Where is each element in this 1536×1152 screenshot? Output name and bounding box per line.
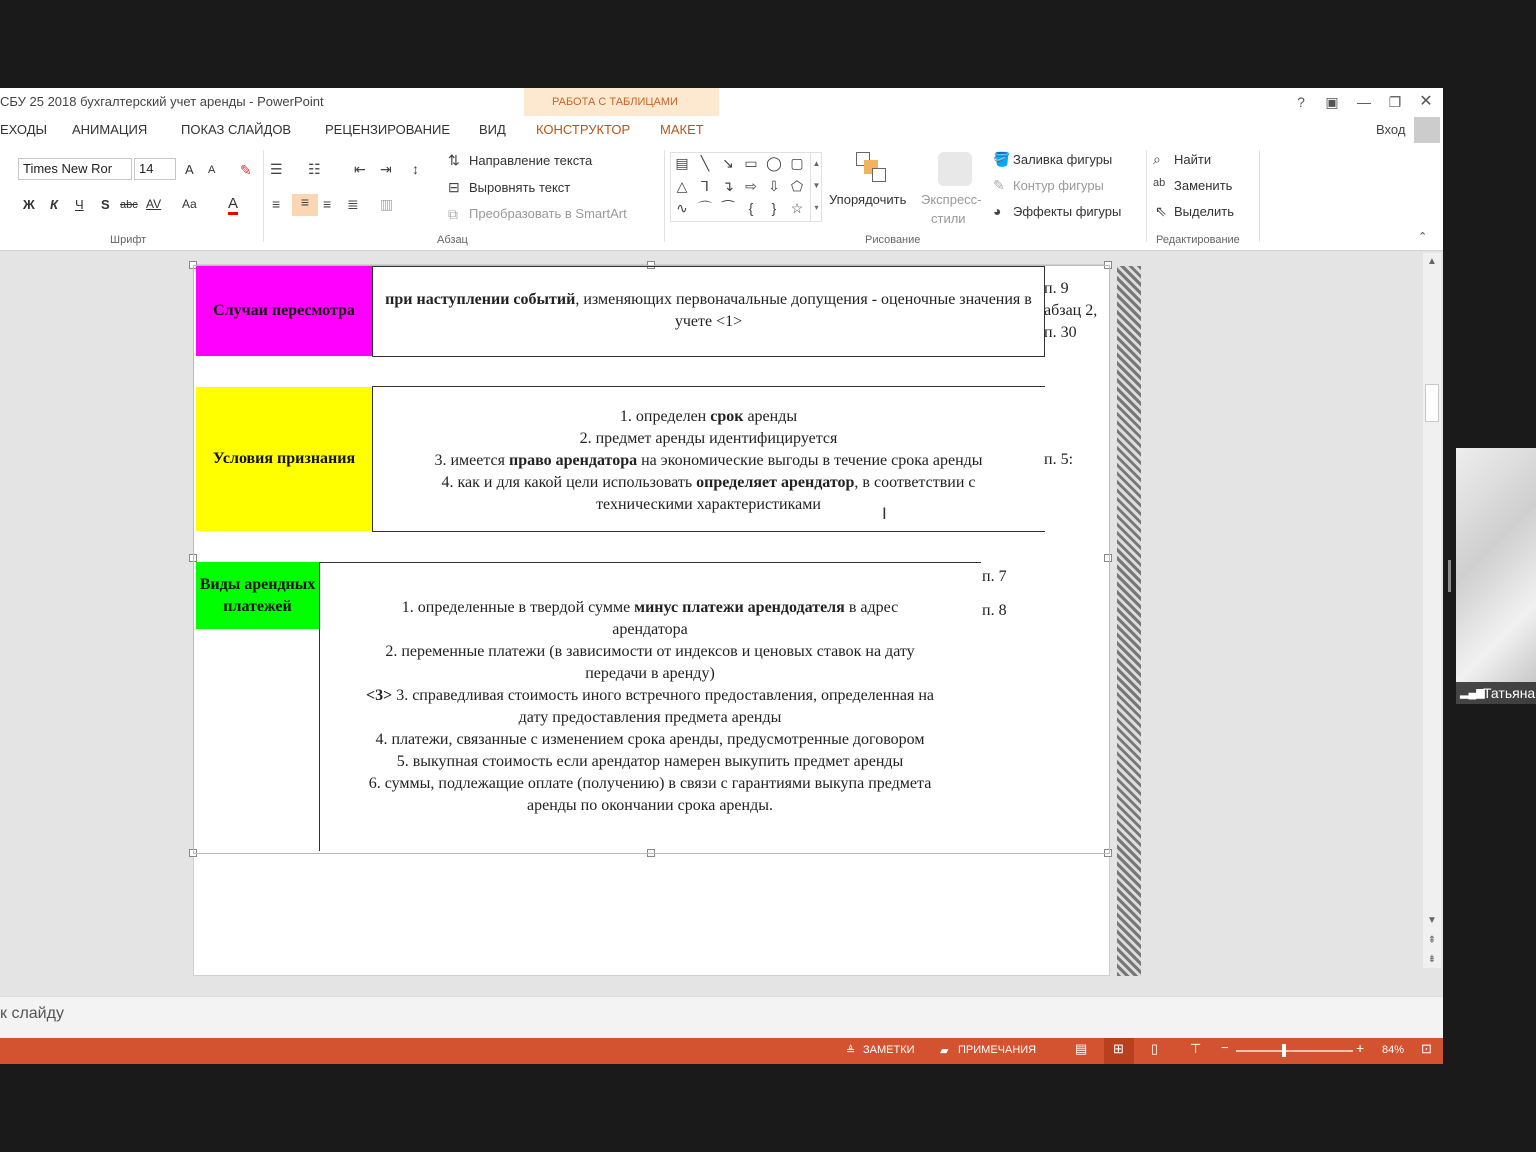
payments-line-1b: арендатора — [612, 621, 688, 638]
close-icon[interactable]: ✕ — [1419, 93, 1433, 110]
replace-icon[interactable]: ab — [1153, 177, 1166, 189]
payments-line-5: 5. выкупная стоимость если арендатор намерен выкупить предмет аренды — [396, 753, 904, 770]
line-spacing-icon[interactable]: ↕ — [412, 161, 419, 177]
row-header-revision-cases[interactable]: Случаи пересмотра — [196, 266, 372, 356]
arrange-button[interactable]: Упорядочить — [829, 192, 907, 207]
participant-name: Татьяна — [1483, 685, 1536, 701]
reading-view-icon[interactable]: ▯ — [1151, 1041, 1159, 1056]
align-left-icon[interactable]: ≡ — [272, 196, 281, 212]
comments-icon[interactable]: ▰ — [940, 1045, 949, 1057]
font-color-button[interactable]: A — [228, 195, 238, 215]
zoom-in-icon[interactable]: + — [1356, 1040, 1365, 1056]
triangle-shape-icon[interactable]: △ — [676, 178, 688, 194]
arc-shape-icon[interactable]: ⌒ — [698, 200, 712, 216]
help-button[interactable]: ? — [1297, 94, 1305, 110]
line-shape-icon[interactable]: ╲ — [700, 155, 710, 171]
ref-p7: п. 7 — [982, 568, 1007, 585]
clear-formatting-icon[interactable]: ✎ — [240, 162, 252, 178]
tab-review[interactable]: РЕЦЕНЗИРОВАНИЕ — [325, 122, 451, 137]
context-tab-group-label: РАБОТА С ТАБЛИЦАМИ — [552, 96, 678, 108]
bold-button[interactable]: Ж — [23, 197, 35, 212]
ref-p8: п. 8 — [982, 602, 1007, 619]
increase-indent-icon[interactable]: ⇥ — [380, 161, 392, 177]
zoom-out-icon[interactable]: − — [1221, 1040, 1229, 1055]
underline-button[interactable]: Ч — [75, 197, 84, 212]
align-right-icon[interactable]: ≡ — [323, 196, 332, 212]
payments-line-4: 4. платежи, связанные с изменением срока аренды, предусмотренные договором — [375, 731, 925, 748]
paragraph-group-label: Абзац — [437, 234, 468, 246]
row-header-payment-types[interactable]: Виды арендных платежей — [196, 562, 319, 629]
replace-button[interactable]: Заменить — [1174, 178, 1233, 193]
select-button[interactable]: Выделить — [1174, 204, 1234, 219]
group-divider — [1259, 150, 1260, 242]
zoom-slider[interactable] — [1236, 1050, 1353, 1052]
rectangle-shape-icon[interactable]: ▭ — [744, 155, 758, 171]
text-cursor-icon: I — [882, 504, 887, 523]
vertical-scrollbar[interactable] — [1423, 253, 1441, 968]
slide-sorter-icon[interactable]: ⊞ — [1113, 1041, 1124, 1056]
find-button[interactable]: Найти — [1174, 152, 1212, 167]
curve-shape-icon[interactable]: ⁀ — [722, 200, 734, 216]
next-slide-icon[interactable]: ⇟ — [1427, 954, 1437, 965]
binoculars-icon[interactable]: ⌕ — [1153, 151, 1161, 167]
align-center-icon[interactable]: ≡ — [292, 194, 318, 216]
font-size-combo[interactable]: 14 — [134, 158, 176, 180]
down-arrow-shape-icon[interactable]: ⇩ — [768, 178, 780, 194]
tab-design[interactable]: КОНСТРУКТОР — [536, 122, 631, 137]
payments-line-3: <3> 3. справедливая стоимость иного встречного предоставления, определенная на — [365, 687, 935, 704]
italic-button[interactable]: К — [50, 197, 58, 212]
group-divider — [263, 150, 264, 242]
align-text-icon[interactable]: ⊟ — [448, 179, 460, 195]
character-spacing-button[interactable]: AV — [146, 197, 162, 211]
text-direction-icon[interactable]: ⇅ — [448, 152, 460, 168]
numbering-icon[interactable]: ☷ — [308, 161, 321, 177]
previous-slide-icon[interactable]: ⇞ — [1427, 935, 1437, 946]
notes-toggle[interactable]: ЗАМЕТКИ — [863, 1044, 915, 1056]
zoom-level[interactable]: 84% — [1382, 1044, 1405, 1056]
textbox-shape-icon[interactable]: ▤ — [675, 155, 689, 171]
collapse-ribbon-icon[interactable]: ⌃ — [1418, 231, 1428, 243]
elbow-arrow-icon[interactable]: ↴ — [722, 178, 734, 194]
ref-p5: п. 5: — [1044, 451, 1074, 468]
shape-outline-button[interactable]: Контур фигуры — [1013, 178, 1104, 193]
drawing-group-label: Рисование — [865, 234, 921, 246]
freeform-shape-icon[interactable]: ⬠ — [790, 178, 804, 194]
elbow-connector-icon[interactable]: ⅂ — [701, 178, 709, 194]
arrow-line-shape-icon[interactable]: ↘ — [722, 155, 734, 171]
payments-line-1: 1. определенные в твердой сумме минус платежи арендодателя в адрес — [401, 599, 899, 616]
scroll-down-icon[interactable]: ▼ — [1427, 915, 1437, 926]
scribble-shape-icon[interactable]: ∿ — [676, 200, 688, 216]
ribbon-display-options-icon[interactable]: ▣ — [1325, 94, 1339, 110]
payments-line-2b: передачи в аренду) — [585, 665, 715, 682]
slide-decoration-strip — [1117, 266, 1141, 976]
align-text-button[interactable]: Выровнять текст — [469, 180, 571, 195]
recognition-line-5: техническими характеристиками — [596, 496, 821, 513]
recognition-line-3: 3. имеется право арендатора на экономические выгоды в течение срока аренды — [434, 452, 983, 469]
quick-styles-button-line2[interactable]: стили — [931, 211, 966, 226]
paint-bucket-icon[interactable]: 🪣 — [993, 151, 1011, 167]
convert-smartart-button[interactable]: Преобразовать в SmartArt — [469, 206, 627, 221]
powerpoint-window — [0, 88, 1443, 1064]
scroll-thumb[interactable] — [1425, 384, 1439, 422]
right-brace-icon[interactable]: } — [771, 200, 777, 216]
revision-body-text: при наступлении событий, изменяющих первоначальные допущения - оценочные значения в учете <1> — [385, 291, 1032, 330]
font-group-label: Шрифт — [110, 234, 147, 246]
notes-pane[interactable] — [0, 996, 1443, 1038]
text-direction-button[interactable]: Направление текста — [469, 153, 593, 168]
decrease-indent-icon[interactable]: ⇤ — [354, 161, 366, 177]
font-name-combo[interactable]: Times New Ror — [18, 158, 132, 180]
grow-font-button[interactable]: A — [185, 162, 194, 177]
scroll-up-icon[interactable]: ▲ — [1427, 256, 1437, 267]
tab-transitions[interactable]: ЕХОДЫ — [0, 122, 48, 137]
shape-effects-button[interactable]: Эффекты фигуры — [1013, 204, 1122, 219]
star-shape-icon[interactable]: ☆ — [790, 200, 804, 216]
group-divider — [664, 150, 665, 242]
window-title: СБУ 25 2018 бухгалтерский учет аренды - PowerPoint — [0, 94, 324, 109]
quick-styles-icon[interactable] — [938, 152, 972, 186]
zoom-slider-thumb[interactable] — [1282, 1044, 1286, 1057]
bullets-icon[interactable]: ☰ — [270, 161, 283, 177]
fit-to-window-icon[interactable]: ⊡ — [1421, 1041, 1432, 1056]
recognition-line-1: 1. определен срок аренды — [619, 408, 798, 425]
pencil-icon[interactable]: ✎ — [993, 177, 1005, 193]
video-thumbnail[interactable] — [1456, 448, 1536, 704]
normal-view-icon[interactable]: ▤ — [1075, 1041, 1088, 1056]
notes-placeholder[interactable]: к слайду — [0, 1005, 64, 1022]
payments-line-6: 6. суммы, подлежащие оплате (получению) в связи с гарантиями выкупа предмета — [368, 775, 932, 792]
recognition-line-2: 2. предмет аренды идентифицируется — [579, 430, 838, 447]
panel-resize-handle[interactable] — [1448, 560, 1451, 592]
payments-line-2: 2. переменные платежи (в зависимости от индексов и ценовых ставок на дату — [385, 643, 915, 660]
tab-view[interactable]: ВИД — [479, 122, 506, 137]
sign-in-link[interactable]: Вход — [1376, 122, 1406, 137]
recognition-line-4: 4. как и для какой цели использовать определяет арендатор, в соответствии с — [441, 474, 976, 491]
comments-toggle[interactable]: ПРИМЕЧАНИЯ — [958, 1044, 1037, 1056]
group-divider — [1146, 150, 1147, 242]
ref-p30: п. 30 — [1044, 324, 1077, 341]
avatar[interactable] — [1414, 117, 1440, 143]
right-arrow-shape-icon[interactable]: ⇨ — [745, 178, 757, 194]
minimize-icon[interactable]: — — [1357, 94, 1371, 110]
ref-para2: абзац 2, — [1044, 302, 1098, 319]
shrink-font-button[interactable]: A — [208, 164, 216, 176]
editing-group-label: Редактирование — [1156, 234, 1240, 246]
signal-strength-icon: ▂▄▆ — [1460, 687, 1485, 699]
shape-effects-icon[interactable]: ◕ — [993, 203, 1002, 219]
left-brace-icon[interactable]: { — [748, 200, 754, 216]
strikethrough-button[interactable]: abc — [120, 199, 138, 211]
ref-p9: п. 9 — [1044, 280, 1069, 297]
slideshow-view-icon[interactable]: ⊤ — [1190, 1041, 1202, 1056]
tab-layout[interactable]: МАКЕТ — [660, 122, 704, 137]
change-case-button[interactable]: Aa — [182, 197, 197, 211]
tab-animations[interactable]: АНИМАЦИЯ — [72, 122, 148, 137]
shape-fill-button[interactable]: Заливка фигуры — [1013, 152, 1113, 167]
quick-styles-button-line1[interactable]: Экспресс- — [921, 192, 982, 207]
tab-slideshow[interactable]: ПОКАЗ СЛАЙДОВ — [181, 122, 292, 137]
text-shadow-button[interactable]: S — [101, 197, 110, 212]
oval-shape-icon[interactable]: ◯ — [766, 155, 782, 171]
columns-icon[interactable]: ▥ — [380, 196, 394, 212]
gallery-more-icon[interactable]: ▲ ▼ ▾ — [810, 153, 822, 221]
restore-icon[interactable]: ❐ — [1388, 94, 1402, 110]
arrange-icon[interactable] — [856, 152, 886, 182]
rounded-rect-shape-icon[interactable]: ▢ — [790, 155, 804, 171]
select-cursor-icon[interactable]: ⇖ — [1155, 203, 1167, 219]
row-header-recognition-conditions[interactable]: Условия признания — [196, 387, 372, 531]
justify-icon[interactable]: ≣ — [347, 196, 359, 212]
payments-line-6b: аренды по окончании срока аренды. — [527, 797, 773, 814]
smartart-icon[interactable]: ⧉ — [448, 206, 458, 222]
notes-icon[interactable]: ≜ — [846, 1045, 856, 1057]
payments-line-3b: дату предоставления предмета аренды — [518, 709, 782, 726]
